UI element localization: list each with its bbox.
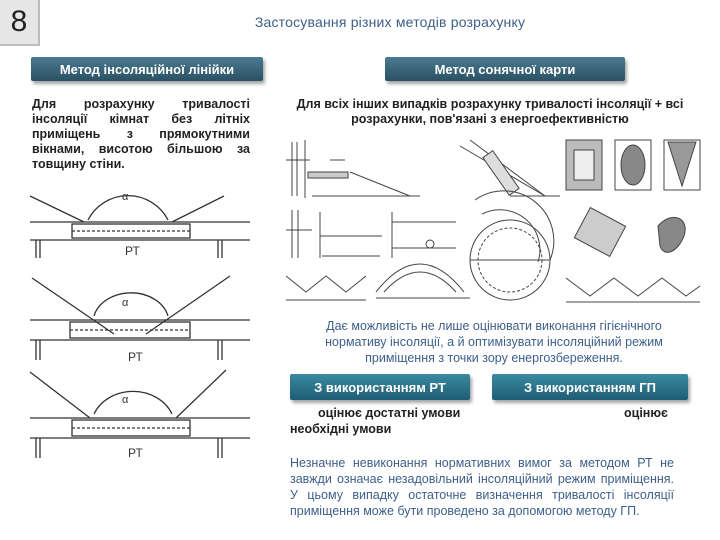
schematic-window-triangle [664, 140, 700, 190]
button-using-gp[interactable]: З використанням ГП [492, 374, 688, 400]
rt-label-2: РТ [128, 350, 143, 364]
schematic-rays [460, 140, 560, 196]
sun-map-description: Дає можливість не лише оцінювати виконання гігієнічного нормативу інсоляції, а й оптимізувати інсоляційний режим приміщення з точки зору енергозбереження. [325, 319, 663, 365]
alpha-label-2: α [122, 297, 129, 309]
rt-evaluates-line-2: необхідні умови [290, 422, 392, 436]
schematic-arc [475, 191, 554, 262]
schematic-rotated-rect [574, 208, 625, 257]
rt-label-3: РТ [128, 446, 143, 460]
schematic-zigzag-2 [566, 278, 700, 302]
right-method-text: Для всіх інших випадків розрахунку тривалості інсоляції + всі розрахунки, пов'язані з енергоефективністю [296, 97, 684, 126]
alpha-label-3: α [122, 394, 129, 406]
schematic-sun-circle [470, 220, 550, 300]
rt-evaluates-line-1: оцінює достатні умови [318, 406, 461, 420]
method-note: Незначне невиконання нормативних вимог за методом РТ не завжди означає незадовільний інсоляційний режим приміщення. У цьому випадку остаточне визначення тривалості інсоляції приміщення може бути проведено за допомогою методу ГП. [290, 456, 674, 518]
schematic-window-rect [566, 140, 602, 190]
left-method-text: Для розрахунку тривалості інсоляції кімнат без літніх приміщень з прямокутними вікнами, висотою більшою за товщину стіни. [32, 97, 250, 171]
schematic-window-oval [615, 140, 651, 190]
slide-title: Застосування різних методів розрахунку [254, 14, 526, 30]
schematic-wall-1 [286, 142, 310, 196]
schematic-zigzag-1 [286, 276, 366, 300]
rt-label-1: РТ [125, 244, 140, 258]
schematic-balcony [392, 212, 456, 258]
slide-number: 8 [0, 0, 40, 46]
right-method-header: Метод сонячної карти [385, 57, 625, 81]
schematic-dome [376, 264, 470, 298]
alpha-label-1: α [122, 191, 129, 203]
schematic-wall-2 [286, 210, 312, 258]
gp-evaluates: оцінює [624, 406, 668, 420]
schematic-shading [305, 140, 420, 198]
button-using-rt[interactable]: З використанням РТ [290, 374, 470, 400]
left-method-header: Метод інсоляційної лінійки [31, 57, 263, 81]
schematic-blob [658, 217, 685, 252]
schematic-ledge [320, 212, 382, 258]
